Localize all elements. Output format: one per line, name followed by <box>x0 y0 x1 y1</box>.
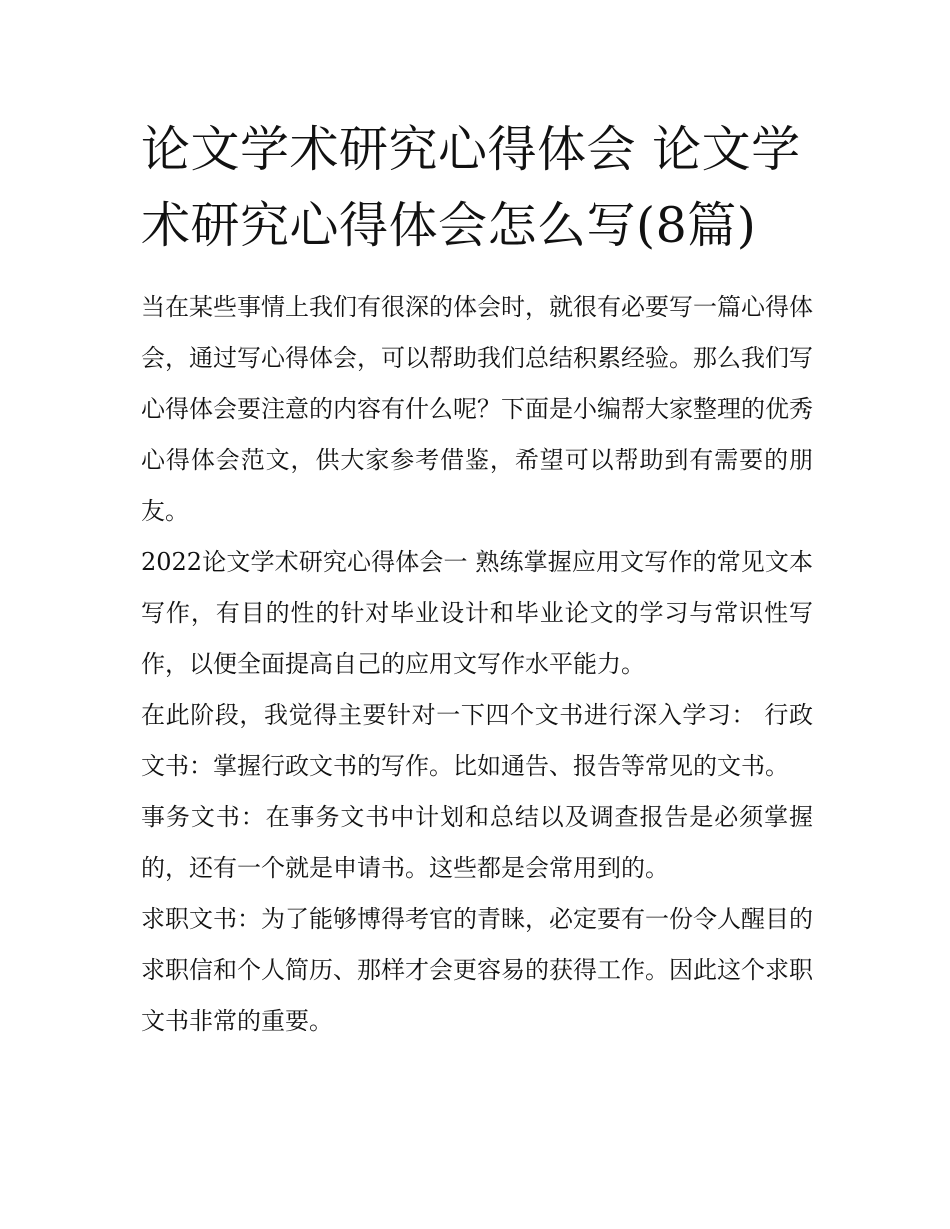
job-documents-paragraph: 求职文书：为了能够博得考官的青睐，必定要有一份令人醒目的求职信和个人简历、那样才会更容易的获得工作。因此这个求职文书非常的重要。 <box>141 905 813 1035</box>
affairs-documents-paragraph: 事务文书：在事务文书中计划和总结以及调查报告是必须掌握的，还有一个就是申请书。这些都是会常用到的。 <box>141 803 813 882</box>
stage-focus-paragraph: 在此阶段，我觉得主要针对一下四个文书进行深入学习： 行政文书：掌握行政文书的写作。比如通告、报告等常见的文书。 <box>141 701 813 780</box>
intro-paragraph: 当在某些事情上我们有很深的体会时，就很有必要写一篇心得体会，通过写心得体会，可以帮助我们总结积累经验。那么我们写心得体会要注意的内容有什么呢？下面是小编帮大家整理的优秀心得体会范文，供大家参考借鉴，希望可以帮助到有需要的朋友。 <box>141 293 813 525</box>
document-body <box>141 112 813 1047</box>
document-title: 论文学术研究心得体会 论文学术研究心得体会怎么写(8篇) <box>141 121 801 254</box>
essay-one-paragraph: 2022论文学术研究心得体会一 熟练掌握应用文写作的常见文本写作，有目的性的针对毕业设计和毕业论文的学习与常识性写作，以便全面提高自己的应用文写作水平能力。 <box>141 548 813 678</box>
